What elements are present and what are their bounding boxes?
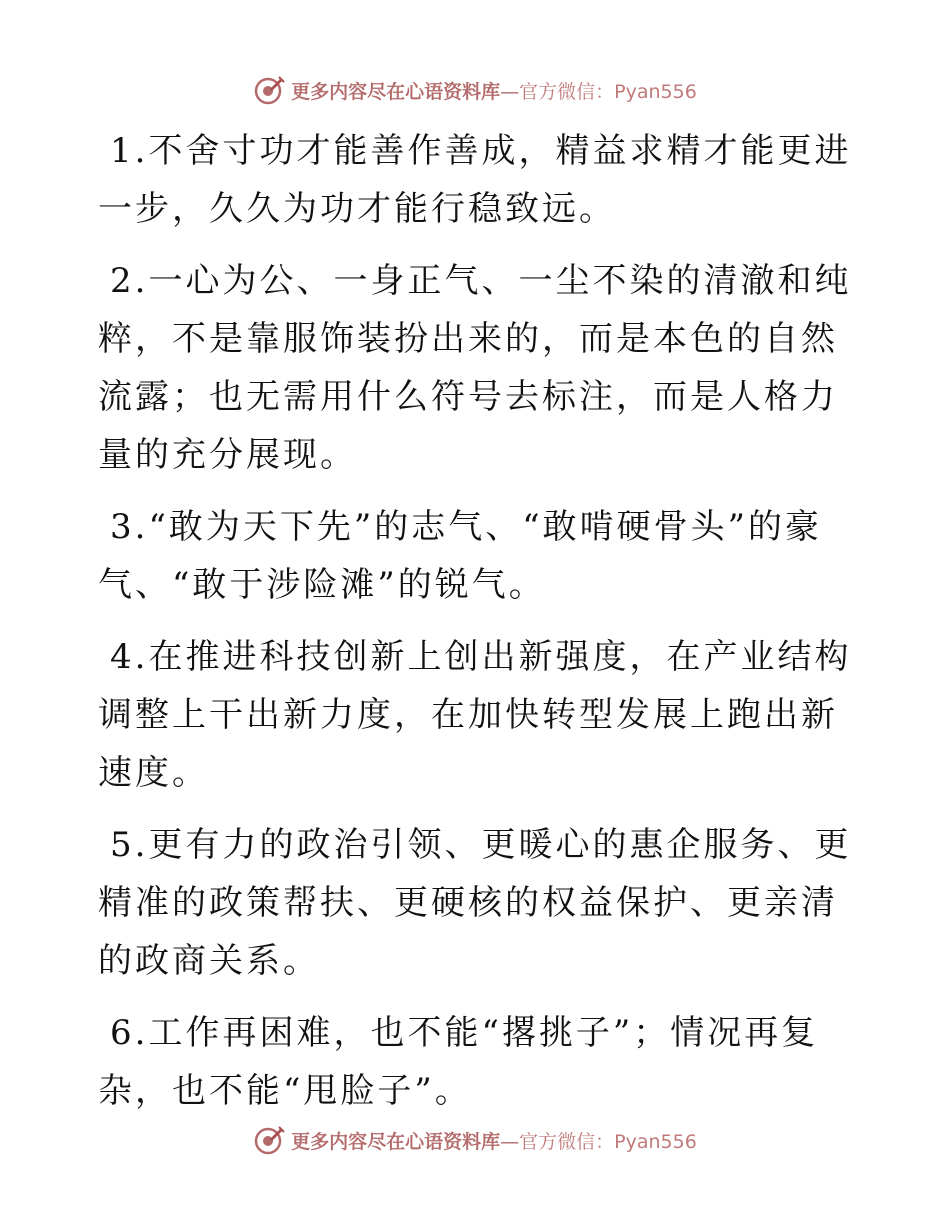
banner-dash: — — [500, 80, 520, 103]
list-item — [98, 816, 858, 990]
list-item — [98, 252, 858, 484]
banner-text — [291, 1127, 697, 1154]
item-number: 6. — [110, 1013, 149, 1053]
document-body — [98, 122, 858, 1134]
item-text: 在推进科技创新上创出新强度，在产业结构调整上干出新力度，在加快转型发展上跑出新速度。 — [98, 637, 852, 793]
banner-dash: — — [500, 1130, 520, 1153]
banner-site-name: 更多内容尽在心语资料库 — [291, 1130, 501, 1153]
item-number: 4. — [110, 637, 149, 677]
banner-text — [291, 77, 697, 104]
item-number: 3. — [110, 507, 149, 547]
item-text: 一心为公、一身正气、一尘不染的清澈和纯粹，不是靠服饰装扮出来的，而是本色的自然流露；也无需用什么符号去标注，而是人格力量的充分展现。 — [98, 261, 852, 475]
list-item — [98, 628, 858, 802]
item-number: 1. — [110, 131, 149, 171]
banner-wechat-id: 官方微信：Pyan556 — [519, 1130, 697, 1153]
item-text: “敢为天下先”的志气、“敢啃硬骨头”的豪气、“敢于涉险滩”的锐气。 — [98, 507, 822, 605]
footer-banner — [0, 1120, 950, 1160]
list-item — [98, 498, 858, 614]
item-text: 工作再困难，也不能“撂挑子”；情况再复杂，也不能“甩脸子”。 — [98, 1013, 819, 1111]
pen-nib-logo-icon — [253, 1124, 285, 1156]
item-number: 2. — [110, 261, 149, 301]
list-item — [98, 1004, 858, 1120]
item-text: 更有力的政治引领、更暖心的惠企服务、更精准的政策帮扶、更硬核的权益保护、更亲清的政商关系。 — [98, 825, 852, 981]
banner-site-name: 更多内容尽在心语资料库 — [291, 80, 501, 103]
list-item — [98, 122, 858, 238]
pen-nib-logo-icon — [253, 74, 285, 106]
header-banner — [0, 70, 950, 110]
item-number: 5. — [110, 825, 149, 865]
item-text: 不舍寸功才能善作善成，精益求精才能更进一步，久久为功才能行稳致远。 — [98, 131, 852, 229]
banner-wechat-id: 官方微信：Pyan556 — [519, 80, 697, 103]
